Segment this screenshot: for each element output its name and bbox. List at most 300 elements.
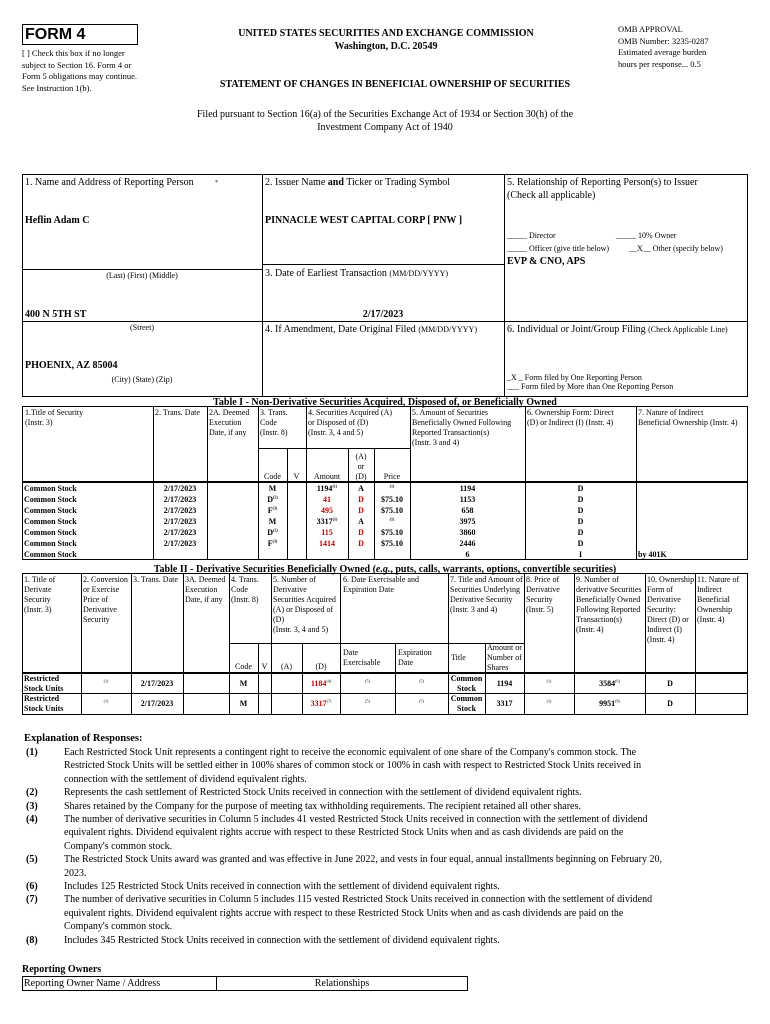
- t1-sub-code: Code: [264, 472, 281, 481]
- t1-amount-value: 1414: [319, 539, 335, 548]
- t2-cell-conversion: [81, 674, 131, 693]
- table-row: [22, 483, 748, 494]
- t1-cell-security: [24, 527, 152, 538]
- box6-label: [507, 324, 747, 336]
- t2-security-1: Restricted: [24, 674, 60, 683]
- t1-ad-value: D: [358, 528, 364, 537]
- box2-label: [265, 177, 503, 189]
- director-option[interactable]: _____ Director: [507, 231, 556, 240]
- t1-cell-ad: [348, 538, 374, 549]
- t1-h3-2: Code: [260, 418, 277, 427]
- t1-cell-ad: [348, 516, 374, 527]
- t2-cell-disposed: [302, 694, 340, 713]
- t1-sub-v: V: [293, 472, 300, 481]
- t1-cell-form: [525, 538, 636, 549]
- t1-cell-nature: [638, 549, 746, 560]
- footnote-number: (5): [26, 854, 38, 866]
- filed-pursuant-1: Filed pursuant to Section 16(a) of the Securities Exchange Act of 1934 or Section 30(h) of the: [196, 109, 574, 120]
- t2-header-h9: [576, 575, 642, 635]
- footnote-ref[interactable]: (7): [326, 698, 332, 704]
- footnote-ref[interactable]: (1): [389, 516, 395, 522]
- t2-sub-title: Title: [451, 653, 466, 662]
- t2-header-line: Derivative: [83, 605, 117, 614]
- t2-header-line: Following Reported: [576, 605, 641, 614]
- t1-h2a: [209, 408, 249, 438]
- t2-header-line: Securities Acquired: [273, 595, 336, 604]
- t2-cell-price: [524, 674, 574, 693]
- t2-header-line: 7. Title and Amount of: [450, 575, 523, 584]
- filed-pursuant-2: Investment Company Act of 1940: [317, 122, 453, 133]
- t1-h3: [260, 408, 288, 438]
- statement-title: STATEMENT OF CHANGES IN BENEFICIAL OWNERSHIP OF SECURITIES: [219, 79, 571, 90]
- t2-security-2: Stock Units: [24, 703, 64, 713]
- table-row: [22, 538, 748, 549]
- t1-form-value: D: [577, 484, 584, 493]
- t2-header-line: (Instr. 3 and 4): [450, 605, 498, 614]
- t1-code-value: F: [267, 506, 273, 515]
- t1-date-value: 2/17/2023: [163, 539, 197, 548]
- t2-header-line: (D): [273, 615, 285, 624]
- t2-header-line: (Instr. 3): [24, 605, 52, 614]
- t2-header-line: Ownership: [697, 605, 733, 614]
- t1-cell-date: [153, 494, 207, 505]
- t1-h5-4: (Instr. 3 and 4): [412, 438, 460, 447]
- officer-option[interactable]: _____ Officer (give title below): [507, 244, 610, 253]
- footnote-ref[interactable]: (5): [419, 698, 424, 704]
- t2-cell-amount: [485, 694, 524, 713]
- t1-cell-amount: [306, 516, 348, 527]
- t1-cell-amount: [306, 494, 348, 505]
- footnote-text: The number of derivative securities in Column 5 includes 41 vested Restricted Stock Units received in connection with the settlement of dividend: [64, 814, 648, 825]
- t2-date-value: 2/17/2023: [140, 699, 174, 708]
- form-title: FORM 4: [25, 26, 86, 43]
- t2-header-h3: [133, 575, 178, 585]
- t1-security-value: Common Stock: [24, 550, 77, 559]
- t1-form-value: D: [577, 528, 584, 537]
- t1-amount-value: 495: [321, 506, 333, 515]
- t1-sub-ad-2: or: [357, 462, 365, 471]
- name-parts-label: (Last) (First) (Middle): [106, 271, 178, 280]
- footnote-ref[interactable]: (5): [365, 698, 370, 704]
- t2-title-2: Stock: [456, 703, 477, 713]
- t1-cell-owned: [410, 483, 525, 494]
- t1-security-value: Common Stock: [24, 484, 77, 493]
- t1-h4: [308, 408, 392, 438]
- t1-cell-date: [153, 516, 207, 527]
- t2-cell-owned: [574, 674, 645, 693]
- footnote-ref[interactable]: (1): [103, 678, 109, 684]
- t1-cell-ad: [348, 505, 374, 516]
- t2-cell-owned: [574, 694, 645, 713]
- t1-cell-date: [153, 483, 207, 494]
- t1-cell-form: [525, 527, 636, 538]
- t1-cell-owned: [410, 516, 525, 527]
- footnote-ref[interactable]: (6): [615, 678, 620, 684]
- t1-code-value: D: [267, 495, 274, 504]
- box5-label-1: 5. Relationship of Reporting Person(s) to Issuer: [507, 177, 698, 188]
- footnote-ref[interactable]: (1): [332, 516, 338, 522]
- footnote-ref[interactable]: (1): [546, 678, 552, 684]
- t2-header-line: derivative Securities: [576, 585, 642, 594]
- t1-security-value: Common Stock: [24, 517, 77, 526]
- reporting-info-grid: [22, 174, 748, 397]
- t2-header-h8: [526, 575, 560, 615]
- footnote-text: 2023.: [64, 867, 87, 879]
- t2-title-2: Stock: [456, 683, 477, 693]
- reporting-person-street: 400 N 5TH ST: [25, 309, 87, 320]
- t2-header-line: Execution: [185, 585, 218, 594]
- footnote-number: (4): [26, 814, 38, 825]
- t1-form-value: D: [577, 495, 584, 504]
- t1-cell-price: [374, 527, 410, 538]
- t1-code-value: D: [267, 528, 274, 537]
- table-row: [22, 527, 748, 538]
- filing-option-multiple[interactable]: ___ Form filed by More than One Reporting Person: [507, 382, 674, 391]
- t1-date-value: 2/17/2023: [163, 528, 197, 537]
- t1-amount-value: 41: [323, 495, 331, 504]
- footnote-text: The Restricted Stock Units award was granted and was effective in June 2022, and vests in four equal, annual installments beginning on February 20,: [64, 854, 663, 866]
- t1-price-value: $75.10: [381, 539, 403, 548]
- t1-cell-security: [24, 538, 152, 549]
- t1-cell-code: [258, 505, 287, 516]
- t1-cell-price: [374, 505, 410, 516]
- t2-header-line: 9. Number of: [576, 575, 619, 584]
- t1-h1-a: 1.Title of Security: [25, 408, 84, 417]
- t1-security-value: Common Stock: [24, 506, 77, 515]
- footnote-ref[interactable]: (5): [365, 678, 370, 684]
- table2-title-eg: e.g.: [375, 564, 391, 575]
- t1-h1-b: (Instr. 3): [25, 418, 53, 427]
- t1-date-value: 2/17/2023: [163, 484, 197, 493]
- agency-city: Washington, D.C. 20549: [334, 41, 438, 52]
- footnote-text: Restricted Stock Units will be settled either in 100% shares of common stock or 100% in cash with respect to Restricted Stock Units received in: [64, 760, 642, 772]
- t2-code-value: M: [239, 699, 248, 708]
- footnote-text: Shares retained by the Company for the purpose of meeting tax withholding requirements. The recipient retained all other shares.: [64, 800, 581, 812]
- footnote-ref[interactable]: (1): [389, 483, 395, 489]
- box3-label-format: (MM/DD/YYYY): [389, 269, 449, 278]
- t2-sub-amt-1: Amount or: [487, 643, 522, 652]
- table-row: [22, 549, 748, 560]
- t1-ad-value: D: [358, 506, 364, 515]
- footnote-ref[interactable]: (8): [615, 698, 620, 704]
- t1-h2: 2. Trans. Date: [155, 408, 200, 417]
- t1-h3-1: 3. Trans.: [260, 408, 288, 417]
- box4-label-text: 4. If Amendment, Date Original Filed: [265, 324, 416, 335]
- t2-cell-date: [131, 694, 183, 713]
- t1-cell-security: [24, 549, 152, 560]
- t1-ad-value: A: [358, 517, 364, 526]
- box3-label: [265, 268, 503, 280]
- t1-cell-security: [24, 516, 152, 527]
- t1-owned-value: 1153: [459, 495, 476, 504]
- footnote-ref[interactable]: (2): [273, 527, 278, 533]
- t1-cell-owned: [410, 538, 525, 549]
- t1-cell-amount: [306, 527, 348, 538]
- t2-sub-exp-2: Date: [398, 658, 414, 667]
- omb-number: OMB Number: 3235-0287: [618, 35, 709, 46]
- box3-label-text: 3. Date of Earliest Transaction: [265, 268, 387, 279]
- t1-h6-1: 6. Ownership Form: Direct: [527, 408, 614, 417]
- t2-header-line: 5. Number of: [273, 575, 316, 584]
- t1-h6-2: (D) or Indirect (I) (Instr. 4): [527, 418, 614, 427]
- t2-header-line: Beneficially Owned: [576, 595, 641, 604]
- t1-cell-amount: [306, 538, 348, 549]
- omb-title: OMB APPROVAL: [618, 24, 683, 34]
- t2-date-value: 2/17/2023: [140, 679, 174, 688]
- t1-owned-value: 2446: [459, 539, 476, 548]
- t1-cell-date: [153, 538, 207, 549]
- street-label: (Street): [130, 323, 154, 332]
- t2-disposed-value: 1184: [310, 679, 327, 688]
- t1-owned-value: 3860: [459, 528, 476, 537]
- officer-title: EVP & CNO, APS: [507, 256, 586, 267]
- t2-sub-exer-1: Date: [343, 648, 359, 657]
- issuer-name: PINNACLE WEST CAPITAL CORP [ PNW ]: [265, 215, 463, 226]
- t2-amount-value: 3317: [496, 699, 513, 708]
- t2-cell-code: [229, 694, 258, 713]
- t1-cell-price: [374, 494, 410, 505]
- t2-header-line: (Instr. 8): [231, 595, 259, 604]
- t1-sub-ad-1: (A): [355, 452, 367, 461]
- t2-header-line: Security: [526, 595, 553, 604]
- t1-amount-value: 1194: [316, 484, 333, 493]
- t1-cell-form: [525, 494, 636, 505]
- footnote-text: Company's common stock.: [64, 840, 173, 852]
- table-row: [22, 494, 748, 505]
- ten-percent-owner-option[interactable]: _____ 10% Owner: [616, 231, 677, 240]
- t2-header-line: or Exercise: [83, 585, 120, 594]
- t1-security-value: Common Stock: [24, 495, 77, 504]
- t1-form-value: D: [577, 539, 584, 548]
- t2-sub-exp-1: Expiration: [398, 648, 432, 657]
- t2-header-line: Securities Underlying: [450, 585, 520, 594]
- t2-header-line: Indirect: [697, 585, 722, 594]
- box6-label-small-2: Line): [710, 325, 728, 334]
- t2-header-h3a: [185, 575, 225, 605]
- t1-cell-code: [258, 483, 287, 494]
- t1-owned-value: 3975: [459, 517, 476, 526]
- t1-h2a-1: 2A. Deemed: [209, 408, 250, 417]
- footnote-number: (6): [26, 881, 38, 892]
- footnote-text: equivalent rights. Dividend equivalent rights accrue with respect to these Restricted Stock Units when and as cash dividends are paid on the: [64, 907, 624, 919]
- t2-sub-d: (D): [315, 662, 327, 671]
- t1-security-value: Common Stock: [24, 539, 77, 548]
- t1-cell-owned: [410, 527, 525, 538]
- other-option[interactable]: __X__ Other (specify below): [629, 244, 723, 253]
- t2-cell-security: [24, 674, 80, 693]
- footnote-ref[interactable]: (1): [103, 698, 109, 704]
- footnote-ref[interactable]: (3): [272, 538, 278, 544]
- t2-header-line: Derivative: [647, 595, 681, 604]
- earliest-transaction-date: 2/17/2023: [362, 309, 404, 320]
- t2-owned-value: 9951: [599, 699, 616, 708]
- t1-h5-3: Reported Transaction(s): [412, 428, 490, 437]
- t2-code-value: M: [239, 679, 248, 688]
- t1-ad-value: D: [358, 539, 364, 548]
- t2-header-line: 1. Title of: [24, 575, 56, 584]
- t2-header-line: Derivate: [24, 585, 52, 594]
- t2-title-1: Common: [450, 694, 483, 703]
- box6-label-text: 6. Individual or Joint/Group Filing: [507, 324, 646, 335]
- t1-amount-value: 3317: [316, 517, 333, 526]
- t1-sub-price: Price: [383, 472, 401, 481]
- t2-header-line: 10. Ownership: [647, 575, 695, 584]
- t2-cell-expiration: [395, 694, 448, 713]
- t2-header-line: 3A. Deemed: [185, 575, 226, 584]
- t2-header-line: 11. Nature of: [697, 575, 740, 584]
- t1-cell-owned: [410, 494, 525, 505]
- t2-header-h4: [231, 575, 259, 605]
- footnote-text: Includes 345 Restricted Stock Units received in connection with the settlement of dividend equivalent rights.: [64, 934, 500, 946]
- t2-cell-title: [448, 694, 485, 713]
- t2-header-line: Price of: [83, 595, 109, 604]
- t1-cell-form: [525, 549, 636, 560]
- box6-label-small: (Check Applicable: [648, 325, 708, 334]
- t1-cell-amount: [306, 483, 348, 494]
- t1-h6: [527, 408, 614, 428]
- t2-cell-form: [645, 694, 695, 713]
- t1-sub-amount: Amount: [313, 472, 341, 481]
- reporting-person-city: PHOENIX, AZ 85004: [25, 360, 118, 371]
- t2-header-line: Form of: [647, 585, 673, 594]
- footnote-ref[interactable]: (1): [332, 483, 338, 489]
- t2-amount-value: 1194: [496, 679, 513, 688]
- t1-form-value: I: [578, 550, 583, 559]
- t2-title-1: Common: [450, 674, 483, 683]
- t1-h2a-2: Execution: [209, 418, 242, 427]
- t2-header-h11: [697, 575, 739, 625]
- t1-cell-code: [258, 494, 287, 505]
- t2-security-1: Restricted: [24, 694, 60, 703]
- t1-code-value: M: [268, 517, 277, 526]
- t1-date-value: 2/17/2023: [163, 506, 197, 515]
- t1-h3-3: (Instr. 8): [260, 428, 288, 437]
- footnote-number: (1): [26, 747, 38, 758]
- footnote-ref[interactable]: (5): [419, 678, 424, 684]
- t2-header-line: Transaction(s): [576, 615, 622, 624]
- footnote-ref[interactable]: (4): [326, 678, 332, 684]
- t1-date-value: 2/17/2023: [163, 495, 197, 504]
- t1-sub-ad-3: (D): [355, 472, 367, 481]
- footnote-ref[interactable]: (2): [273, 494, 278, 500]
- t2-header-line: Direct (D) or: [647, 615, 689, 624]
- t1-cell-code: [258, 516, 287, 527]
- t2-header-h5: [273, 575, 336, 635]
- t2-cell-exercisable: [340, 674, 395, 693]
- t2-header-line: Derivative: [273, 585, 307, 594]
- t2-cell-exercisable: [340, 694, 395, 713]
- t2-owned-value: 3584: [599, 679, 616, 688]
- footnote-text: Each Restricted Stock Unit represents a contingent right to receive the economic equivalent of one share of the Company's common stock. The: [64, 747, 637, 758]
- t2-form-value: D: [667, 699, 673, 708]
- table2-title-post: , puts, calls, warrants, options, convertible securities): [390, 564, 617, 575]
- t1-amount-value: 115: [321, 528, 333, 537]
- t1-cell-security: [24, 494, 152, 505]
- footnote-text: Company's common stock.: [64, 921, 173, 933]
- t1-cell-date: [153, 527, 207, 538]
- box2-label-and: and: [327, 177, 344, 188]
- t1-cell-amount: [306, 505, 348, 516]
- t2-header-line: (Instr. 4): [697, 615, 725, 624]
- t2-header-line: Indirect (I): [647, 625, 682, 634]
- t1-price-value: $75.10: [381, 495, 403, 504]
- t2-header-line: Derivative: [526, 585, 560, 594]
- t2-header-h1: [24, 575, 55, 615]
- t1-cell-form: [525, 483, 636, 494]
- explanation-title: Explanation of Responses:: [24, 733, 143, 744]
- t2-header-line: Expiration Date: [343, 585, 394, 594]
- t1-form-value: D: [577, 517, 584, 526]
- t2-header-line: 2. Conversion: [83, 575, 128, 584]
- t1-h2a-3: Date, if any: [209, 428, 247, 437]
- agency-name: UNITED STATES SECURITIES AND EXCHANGE COMMISSION: [238, 28, 534, 39]
- t2-header-line: 4. Trans.: [231, 575, 259, 584]
- t1-cell-form: [525, 505, 636, 516]
- footnote-number: (3): [26, 800, 38, 812]
- t2-cell-title: [448, 674, 485, 693]
- t1-h4-2: or Disposed of (D): [308, 418, 369, 427]
- t2-sub-exercisable: [343, 648, 380, 668]
- t1-date-value: 2/17/2023: [163, 517, 197, 526]
- t2-header-line: (A) or Disposed of: [273, 605, 334, 614]
- t1-h7: [638, 408, 738, 428]
- city-state-zip-label: (City) (State) (Zip): [111, 375, 173, 384]
- t1-h5-1: 5. Amount of Securities: [412, 408, 488, 417]
- footnote-ref[interactable]: (3): [272, 505, 278, 511]
- owners-col-name: Reporting Owner Name / Address: [24, 978, 161, 989]
- t1-h5-2: Beneficially Owned Following: [412, 418, 512, 427]
- box5-label-2: (Check all applicable): [507, 190, 596, 201]
- t1-h7-1: 7. Nature of Indirect: [638, 408, 704, 417]
- t2-header-line: Beneficial: [697, 595, 730, 604]
- t2-header-line: (Instr. 4): [647, 635, 675, 644]
- t1-cell-price: [374, 516, 410, 527]
- footnote-text: The number of derivative securities in Column 5 includes 115 vested Restricted Stock Units received in connection with the settlement of dividend: [64, 894, 653, 906]
- section16-checkbox-note[interactable]: [ ] Check this box if no longer subject to Section 16. Form 4 or Form 5 obligations may continue. See Instruction 1(b).: [22, 48, 137, 93]
- t1-cell-security: [24, 483, 152, 494]
- t1-cell-owned: [410, 505, 525, 516]
- omb-approval: [618, 24, 758, 70]
- t1-h7-2: Beneficial Ownership (Instr. 4): [638, 418, 738, 427]
- t2-header-line: 8. Price of: [526, 575, 560, 584]
- omb-burden-1: Estimated average burden: [618, 47, 707, 57]
- footnote-text: Represents the cash settlement of Restricted Stock Units received in connection with the settlement of dividend equivalent rights.: [64, 787, 582, 799]
- t2-header-h6: [343, 575, 419, 595]
- t2-cell-conversion: [81, 694, 131, 713]
- table-row: [22, 516, 748, 527]
- t1-owned-value: 1194: [459, 484, 476, 493]
- t2-header-line: (Instr. 4): [576, 625, 604, 634]
- t1-cell-security: [24, 505, 152, 516]
- t2-sub-amt-2: Number of: [487, 653, 522, 662]
- t1-cell-date: [153, 505, 207, 516]
- t2-header-line: (Instr. 5): [526, 605, 554, 614]
- t1-cell-price: [374, 483, 410, 494]
- t2-sub-amount: [487, 643, 522, 673]
- t1-ad-value: A: [358, 484, 364, 493]
- footnote-text: equivalent rights. Dividend equivalent rights accrue with respect to these Restricted Stock Units when and as cash dividends are paid on the: [64, 827, 624, 839]
- box2-label-1: 2. Issuer Name: [265, 177, 326, 188]
- t1-owned-value: 6: [465, 550, 470, 559]
- t2-sub-v: V: [261, 662, 268, 671]
- footnote-ref[interactable]: (1): [546, 698, 552, 704]
- t1-cell-code: [258, 527, 287, 538]
- footnote-number: (7): [26, 894, 38, 906]
- t2-header-line: 6. Date Exercisable and: [343, 575, 419, 584]
- filing-option-one[interactable]: _X _ Form filed by One Reporting Person: [507, 373, 642, 382]
- t1-cell-code: [258, 538, 287, 549]
- t2-cell-security: [24, 694, 80, 713]
